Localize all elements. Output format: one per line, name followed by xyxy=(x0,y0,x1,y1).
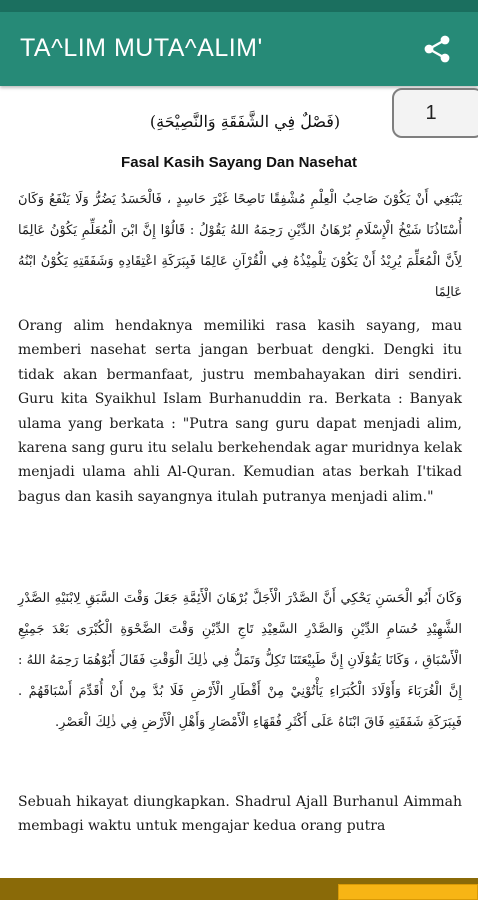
arabic-chapter-heading: (فَصْلٌ فِي الشَّفَقَةِ وَالنَّصِيْحَةِ) xyxy=(149,112,341,131)
arabic-paragraph-2: وَكَانَ أَبُو الْحَسَنِ يَحْكِي أَنَّ الصَّدْرَ الْأَجَلَّ بُرْهَانَ الْأَئِمَّةِ جَعَلَ وَقْتَ السَّبَقِ لِابْنَيْهِ الصَّدْرِ الشَّهِيْدِ حُسَامِ الدِّيْنِ وَالصَّدْرِ السَّعِيْدِ تَاجِ الدِّيْنِ وَقْتَ الضَّحْوَةِ الْكُبْرَى بَعْدَ جَمِيْعِ الْأَسْبَاقِ ، وَكَانَا يَقُوْلَانِ إِنَّ طَبِيْعَتَنَا تَكِلُّ وَتَمَلُّ فِي ذٰلِكَ الْوَقْتِ فَقَالَ أَبُوْهُمَا رَحِمَهُ اللهُ : إِنَّ الْغُرَبَاءَ وَأَوْلَادَ الْكُبَرَاءِ يَأْتُوْنِيْ مِنْ أَقْطَارِ الْأَرْضِ فَلَا بُدَّ مِنْ أَنْ أُقَدِّمَ أَسْبَاقَهُمْ . فَبِبَرَكَةِ شَفَقَتِهِ فَاقَ ابْنَاهُ عَلَى أَكْثَرِ فُقَهَاءِ الْأَمْصَارِ وَأَهْلِ الْأَرْضِ فِي ذٰلِكَ الْعَصْرِ. xyxy=(18,591,462,730)
chapter-content[interactable] xyxy=(0,86,478,878)
app-bar xyxy=(0,12,478,86)
translation-paragraph-1: Orang alim hendaknya memiliki rasa kasih sayang, mau memberi nasehat serta jangan berbuat dengki. Dengki itu tidak akan bermanfaat, justru membahayakan diri sendiri. Guru kita Syaikhul Islam Burhanuddin ra. Berkata : Banyak ulama yang berkata : "Putra sang guru dapat menjadi alim, karena sang guru itu selalu berkehendak agar muridnya kelak menjadi ulama ahli Al-Quran. Kemudian atas berkah I'tikad bagus dan kasih sayangnya itulah putranya menjadi alim." xyxy=(18,318,462,505)
share-icon-glyph xyxy=(420,32,454,66)
bottom-bar xyxy=(0,878,478,900)
share-icon[interactable] xyxy=(420,32,454,66)
status-bar xyxy=(0,0,478,12)
section-title: Fasal Kasih Sayang Dan Nasehat xyxy=(121,154,357,171)
arabic-paragraph-1: يَنْبَغِي أَنْ يَكُوْنَ صَاحِبُ الْعِلْمِ مُشْفِقًا نَاصِحًا غَيْرَ حَاسِدٍ ، فَالْحَسَدُ يَضُرُّ وَلَا يَنْفَعُ وَكَانَ أُسْتَاذُنَا شَيْخُ الْإِسْلَامِ بُرْهَانُ الدِّيْنِ رَحِمَهُ اللهُ يَقُوْلُ : قَالُوْا إِنَّ ابْنَ الْمُعَلِّمِ يَكُوْنُ عَالِمًا لِأَنَّ الْمُعَلِّمَ يُرِيْدُ أَنْ يَكُوْنَ تِلْمِيْذُهُ فِي الْقُرْآنِ عَالِمًا فَبِبَرَكَةِ اعْتِقَادِهِ وَشَفَقَتِهِ يَكُوْنُ ابْنُهُ عَالِمًا xyxy=(18,192,462,300)
translation-paragraph-2: Sebuah hikayat diungkapkan. Shadrul Ajall Burhanul Aimmah membagi waktu untuk mengajar kedua orang putra xyxy=(18,794,462,835)
page-number-badge[interactable]: 1 xyxy=(392,88,478,138)
app-title: TA^LIM MUTA^ALIM' xyxy=(20,34,263,62)
bottom-action-button[interactable] xyxy=(338,884,478,900)
